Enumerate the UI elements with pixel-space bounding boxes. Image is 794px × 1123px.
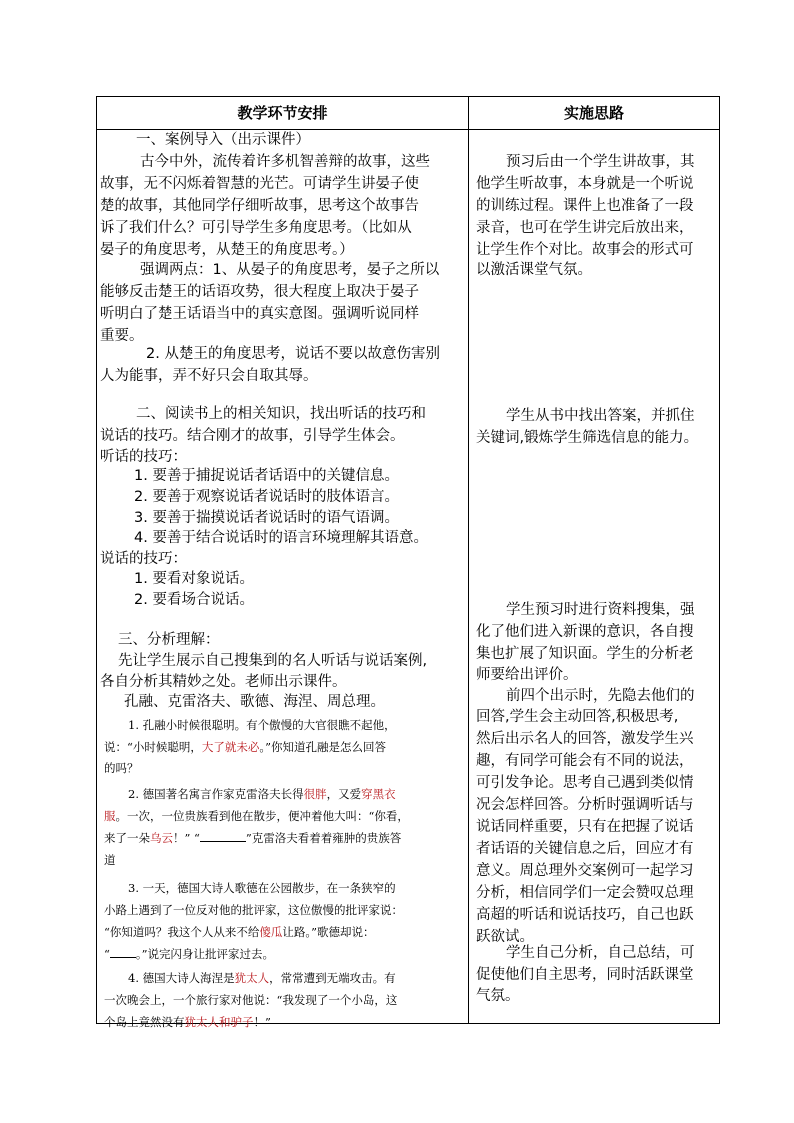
slide-line: 小路上遇到了一位反对他的批评家，这位傲慢的批评家说： bbox=[104, 903, 403, 917]
slide-text: 。”你知道孔融是怎么回答 bbox=[259, 740, 387, 754]
text-line: 听明白了楚王话语当中的真实意图。强调听说同样 bbox=[100, 306, 419, 322]
text-line: 分析，相信同学们一定会赞叹总理 bbox=[476, 885, 694, 901]
text-line: 能够反击楚王的话语攻势，很大程度上取决于晏子 bbox=[100, 284, 419, 300]
text-line: 说话同样重要，只有在把握了说话 bbox=[476, 819, 694, 835]
text-line: 楚的故事，其他同学仔细听故事，思考这个故事告 bbox=[100, 198, 419, 214]
slide-line bbox=[104, 736, 386, 759]
section-2-heading: 二、阅读书上的相关知识，找出听话的技巧和 bbox=[136, 406, 426, 422]
text-line: 师要给出评价。 bbox=[476, 667, 578, 683]
text-line: 趣，有同学可能会有不同的说法， bbox=[476, 753, 694, 769]
slide-keyword: 傻瓜 bbox=[259, 925, 283, 939]
text-line: 回答,学生会主动回答,积极思考, bbox=[476, 709, 679, 725]
slide-text: 2. 德国著名寓言作家克雷洛夫长得 bbox=[128, 787, 304, 801]
text-line: 高超的听话和说话技巧，自己也跃 bbox=[476, 907, 694, 923]
text-line: 者话语的关键信息之后，回应才有 bbox=[476, 841, 694, 857]
text-line: 先让学生展示自己搜集到的名人听话与说话案例, bbox=[118, 653, 428, 669]
text-line: 晏子的角度思考，从楚王的角度思考。） bbox=[100, 242, 354, 258]
list-item: 3. 要善于揣摸说话者说话时的语气语调。 bbox=[134, 510, 399, 526]
text-line: 诉了我们什么？可引导学生多角度思考。（比如从 bbox=[100, 220, 412, 236]
text-line: 预习后由一个学生讲故事，其 bbox=[506, 154, 695, 170]
text-line: 促使他们自主思考，同时活跃课堂 bbox=[476, 967, 694, 983]
slide-text: 4. 德国大诗人海涅是 bbox=[128, 971, 235, 985]
text-line: 气氛。 bbox=[476, 988, 520, 1004]
list-item: 2. 要善于观察说话者说话时的肢体语言。 bbox=[134, 489, 399, 505]
text-line: 集也扩展了知识面。学生的分析老 bbox=[476, 646, 694, 662]
slide-line: 一次晚会上，一个旅行家对他说：“我发现了一个小岛，这 bbox=[104, 993, 398, 1007]
slide-line bbox=[104, 921, 375, 944]
text-line: 可引发争论。思考自己遇到类似情 bbox=[476, 775, 694, 791]
slide-line: 的吗？ bbox=[104, 761, 139, 775]
section-3-heading: 三、分析理解： bbox=[118, 632, 220, 648]
slide-line bbox=[128, 783, 396, 806]
text-line: 让学生作个对比。故事会的形式可 bbox=[476, 242, 694, 258]
slide-keyword: 乌云 bbox=[150, 831, 173, 845]
text-line: 的训练过程。课件上也准备了一段 bbox=[476, 198, 694, 214]
list-item: 4. 要善于结合说话时的语言环境理解其语意。 bbox=[134, 530, 428, 546]
slide-text: ！” bbox=[253, 1015, 271, 1029]
text-line: 前四个出示时，先隐去他们的 bbox=[506, 688, 695, 704]
text-line: 人为能事，弄不好只会自取其辱。 bbox=[100, 368, 318, 384]
slide-keyword: 大了就未必 bbox=[201, 740, 260, 754]
slide-keyword: 很胖 bbox=[303, 787, 327, 801]
slide-text: ”克雷洛夫看着着雍肿的贵族答 bbox=[245, 831, 402, 845]
text-line: 关键词,锻炼学生筛选信息的能力。 bbox=[476, 430, 699, 446]
slide-keyword: 犹太人 bbox=[234, 971, 270, 985]
text-line: 学生预习时进行资料搜集，强 bbox=[506, 602, 695, 618]
text-line: 强调两点：1、从晏子的角度思考，晏子之所以 bbox=[140, 262, 440, 278]
text-line: 录音，也可在学生讲完后放出来， bbox=[476, 220, 694, 236]
text-line: 学生从书中找出答案，并抓住 bbox=[506, 408, 695, 424]
slide-text: ！” “ bbox=[173, 831, 200, 845]
slide-text: 个岛上竟然没有 bbox=[104, 1015, 185, 1029]
listening-skills-title: 听话的技巧： bbox=[100, 449, 187, 465]
slide-keyword: 服 bbox=[104, 809, 116, 823]
section-1-heading: 一、案例导入（出示课件） bbox=[136, 132, 310, 148]
text-line: 学生自己分析，自己总结，可 bbox=[506, 945, 695, 961]
text-line: 古今中外，流传着许多机智善辩的故事，这些 bbox=[140, 154, 430, 170]
text-line: 重要。 bbox=[100, 328, 144, 344]
header-implementation-ideas: 实施思路 bbox=[563, 104, 624, 122]
list-item: 2. 要看场合说话。 bbox=[134, 592, 254, 608]
slide-line bbox=[104, 827, 401, 850]
text-line: 说话的技巧。结合刚才的故事，引导学生体会。 bbox=[100, 428, 405, 444]
slide-text: 来了一朵 bbox=[104, 831, 150, 845]
answer-blank bbox=[110, 945, 136, 958]
text-line: 2. 从楚王的角度思考，说话不要以故意伤害别 bbox=[146, 346, 440, 362]
slide-line bbox=[128, 967, 396, 990]
slide-line: 3. 一天，德国大诗人歌德在公园散步，在一条狭窄的 bbox=[128, 881, 396, 895]
text-line: 故事，无不闪烁着智慧的光芒。可请学生讲晏子使 bbox=[100, 176, 419, 192]
slide-text: ，又爱 bbox=[326, 787, 362, 801]
slide-text: ，常常遭到无端攻击。有 bbox=[269, 971, 396, 985]
slide-text: 。一次，一位贵族看到他在散步，便冲着他大叫：“你看， bbox=[115, 809, 409, 823]
slide-line bbox=[104, 1011, 271, 1034]
speaking-skills-title: 说话的技巧： bbox=[100, 551, 187, 567]
slide-keyword: 犹太人和驴子 bbox=[184, 1015, 254, 1029]
slide-keyword: 穿黑衣 bbox=[361, 787, 396, 801]
text-line: 跃欲试。 bbox=[476, 929, 534, 945]
text-line: 以激活课堂气氛。 bbox=[476, 262, 592, 278]
list-item: 1. 要善于捕捉说话者话语中的关键信息。 bbox=[134, 468, 399, 484]
text-line: 况会怎样回答。分析时强调听话与 bbox=[476, 797, 694, 813]
slide-text: “你知道吗？我这个人从来不给 bbox=[104, 925, 260, 939]
slide-text: 。”说完闪身让批评家过去。 bbox=[135, 947, 275, 961]
answer-blank bbox=[200, 829, 246, 842]
text-line: 化了他们进入新课的意识，各自搜 bbox=[476, 624, 694, 640]
slide-line: 道 bbox=[104, 853, 116, 867]
text-line: 各自分析其精妙之处。老师出示课件。 bbox=[100, 674, 347, 690]
slide-line bbox=[104, 943, 274, 966]
column-divider bbox=[468, 97, 469, 1023]
header-teaching-arrangement: 教学环节安排 bbox=[237, 104, 328, 122]
slide-text: “ bbox=[104, 947, 110, 961]
text-line: 他学生听故事，本身就是一个听说 bbox=[476, 176, 694, 192]
slide-text: 说：“小时候聪明， bbox=[104, 740, 202, 754]
slide-text: 让路。”歌德却说： bbox=[282, 925, 375, 939]
text-line: 孔融、克雷洛夫、歌德、海涅、周总理。 bbox=[124, 694, 385, 710]
slide-line bbox=[104, 805, 409, 828]
text-line: 然后出示名人的回答，激发学生兴 bbox=[476, 731, 694, 747]
text-line: 意义。周总理外交案例可一起学习 bbox=[476, 863, 694, 879]
list-item: 1. 要看对象说话。 bbox=[134, 571, 254, 587]
slide-line: 1. 孔融小时候很聪明。有个傲慢的大官很瞧不起他， bbox=[128, 718, 396, 732]
